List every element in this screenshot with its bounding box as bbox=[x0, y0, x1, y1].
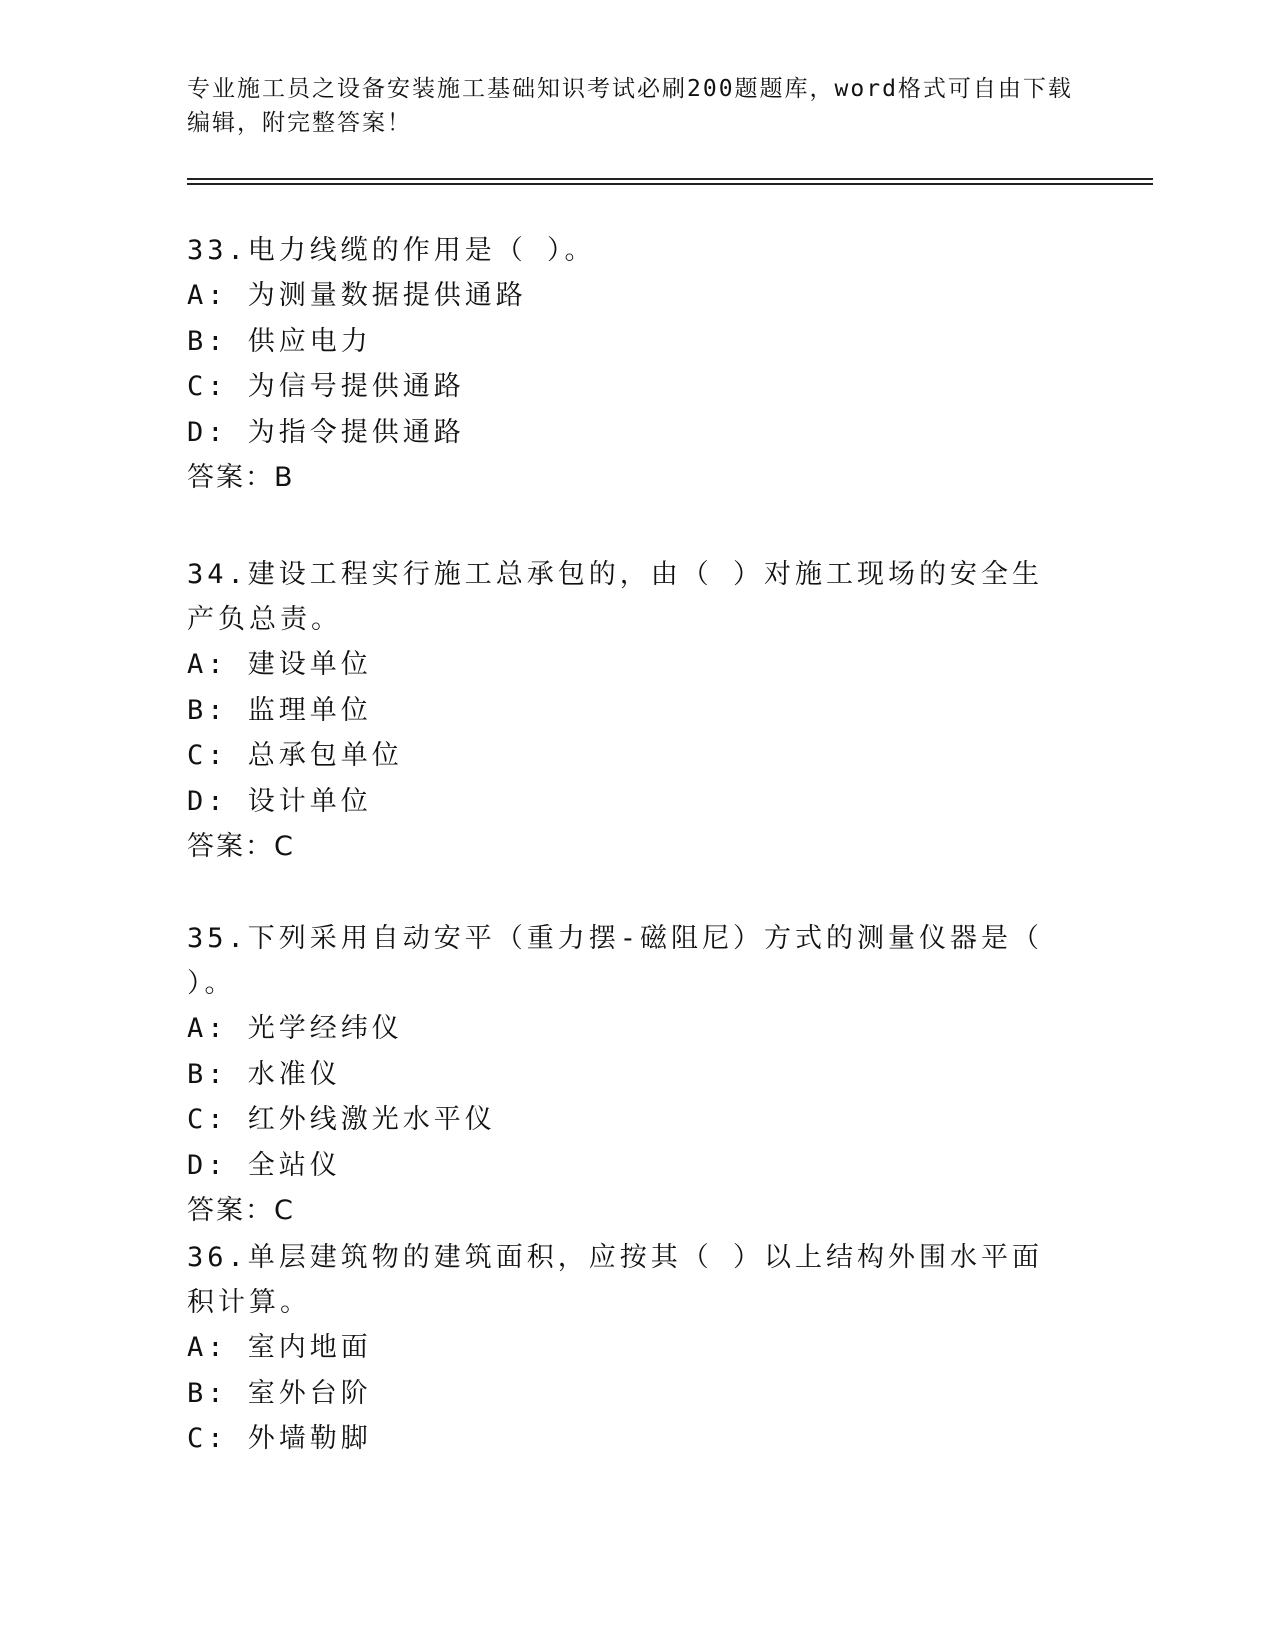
option-d: D: 为指令提供通路 bbox=[187, 416, 465, 448]
option-b: B: 供应电力 bbox=[187, 325, 372, 357]
header-divider-bottom bbox=[187, 183, 1153, 185]
option-a: A: 光学经纬仪 bbox=[187, 1013, 403, 1044]
option-b: B: 水准仪 bbox=[187, 1058, 341, 1090]
option-d: D: 全站仪 bbox=[187, 1149, 341, 1181]
header-divider-top bbox=[187, 178, 1153, 180]
answer-line: 答案：C bbox=[187, 1195, 295, 1226]
answer-line: 答案：B bbox=[187, 462, 295, 493]
question-title: 33.电力线缆的作用是（ ）。 bbox=[187, 235, 596, 266]
option-c: C: 总承包单位 bbox=[187, 740, 403, 771]
question-35 bbox=[187, 916, 1067, 1234]
option-b: B: 室外台阶 bbox=[187, 1377, 372, 1409]
option-a: A: 室内地面 bbox=[187, 1332, 372, 1363]
question-34 bbox=[187, 552, 1067, 870]
option-a: A: 为测量数据提供通路 bbox=[187, 280, 527, 311]
header-text: 专业施工员之设备安装施工基础知识考试必刷200题题库，word格式可自由下载编辑，附完整答案！ bbox=[187, 76, 1073, 136]
option-c: C: 红外线激光水平仪 bbox=[187, 1104, 496, 1135]
answer-line: 答案：C bbox=[187, 831, 295, 862]
question-title: 35.下列采用自动安平（重力摆-磁阻尼）方式的测量仪器是（ ）。 bbox=[187, 923, 1044, 999]
document-header bbox=[187, 72, 1087, 140]
option-c: C: 外墙勒脚 bbox=[187, 1423, 372, 1454]
option-a: A: 建设单位 bbox=[187, 649, 372, 680]
question-36 bbox=[187, 1235, 1067, 1462]
option-d: D: 设计单位 bbox=[187, 785, 372, 817]
option-b: B: 监理单位 bbox=[187, 694, 372, 726]
question-title: 36.单层建筑物的建筑面积，应按其（ ）以上结构外围水平面积计算。 bbox=[187, 1242, 1044, 1318]
option-c: C: 为信号提供通路 bbox=[187, 371, 465, 402]
question-33 bbox=[187, 228, 1067, 501]
question-title: 34.建设工程实行施工总承包的，由（ ）对施工现场的安全生产负总责。 bbox=[187, 559, 1044, 635]
